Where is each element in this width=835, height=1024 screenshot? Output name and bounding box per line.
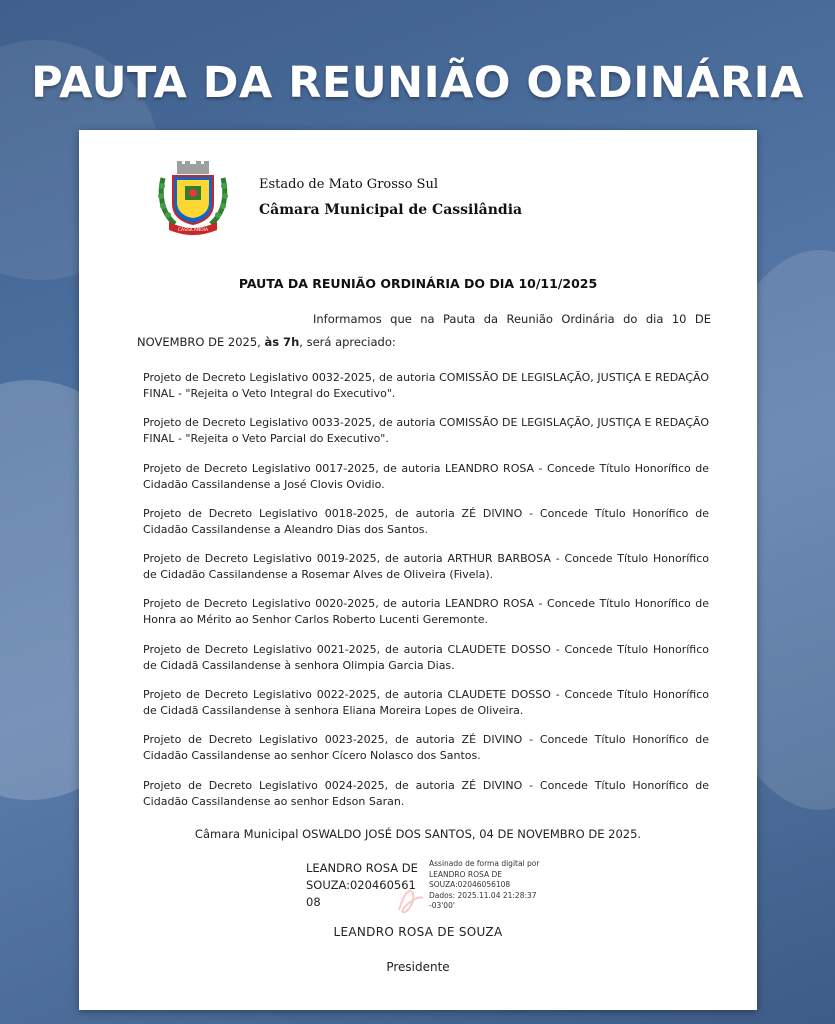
signer-role: Presidente [386, 960, 450, 974]
coat-of-arms-icon [155, 160, 231, 236]
agenda-item: Projeto de Decreto Legislativo 0022-2025, de autoria CLAUDETE DOSSO - Concede Título Honorífico de Cidadã Cassilandense à senhora Eliana Moreira Lopes de Oliveira. [143, 688, 709, 718]
intro-paragraph [137, 308, 711, 354]
closing-line: Câmara Municipal OSWALDO JOSÉ DOS SANTOS, 04 DE NOVEMBRO DE 2025. [194, 827, 642, 841]
digital-signature-mark-icon [391, 880, 431, 920]
document-page [79, 130, 757, 1010]
signature-detail-line: LEANDRO ROSA DE [429, 869, 502, 879]
intro-time: às 7h [264, 335, 300, 349]
agenda-item: Projeto de Decreto Legislativo 0020-2025, de autoria LEANDRO ROSA - Concede Título Honorífico de Honra ao Mérito ao Senhor Carlos Roberto Lucenti Geremonte. [143, 597, 709, 627]
agenda-item: Projeto de Decreto Legislativo 0023-2025, de autoria ZÉ DIVINO - Concede Título Honorífico de Cidadão Cassilandense ao senhor Cícero Nolasco dos Santos. [143, 733, 709, 763]
agenda-item: Projeto de Decreto Legislativo 0024-2025, de autoria ZÉ DIVINO - Concede Título Honorífico de Cidadão Cassilandense ao senhor Edson Saran. [143, 778, 709, 808]
letterhead-chamber: Câmara Municipal de Cassilândia [259, 202, 523, 218]
agenda-item: Projeto de Decreto Legislativo 0018-2025, de autoria ZÉ DIVINO - Concede Título Honorífico de Cidadão Cassilandense a Aleandro Dias dos Santos. [143, 506, 709, 536]
agenda-item: Projeto de Decreto Legislativo 0019-2025, de autoria ARTHUR BARBOSA - Concede Título Honorífico de Cidadão Cassilandense a Rosemar Alves de Oliveira (Fivela). [143, 552, 709, 582]
signature-detail-line: Assinado de forma digital por [429, 859, 540, 868]
intro-text-end: , será apreciado: [299, 335, 396, 349]
signature-detail-line: Dados: 2025.11.04 21:28:37 [429, 890, 537, 900]
signature-details [429, 859, 559, 912]
agenda-item: Projeto de Decreto Legislativo 0017-2025, de autoria LEANDRO ROSA - Concede Título Honorífico de Cidadão Cassilandense a José Clovis Ovidio. [143, 461, 709, 491]
agenda-list [143, 370, 709, 823]
signature-name-line: LEANDRO ROSA DE [306, 861, 418, 875]
signature-detail-line: -03'00' [429, 901, 455, 910]
signature-detail-line: SOUZA:02046056108 [429, 880, 511, 889]
document-title: PAUTA DA REUNIÃO ORDINÁRIA DO DIA 10/11/2025 [238, 276, 598, 291]
banner-title: PAUTA DA REUNIÃO ORDINÁRIA [31, 58, 804, 108]
signer-name: LEANDRO ROSA DE SOUZA [333, 925, 503, 939]
agenda-item: Projeto de Decreto Legislativo 0032-2025, de autoria COMISSÃO DE LEGISLAÇÃO, JUSTIÇA E REDAÇÃO FINAL - "Rejeita o Veto Integral do Executivo". [143, 371, 709, 400]
signature-name-line: SOUZA:020460561 [306, 878, 416, 892]
letterhead-state: Estado de Mato Grosso Sul [259, 177, 438, 192]
signature-name-line: 08 [306, 895, 321, 909]
crest-ribbon-text: CASSILÂNDIA [177, 228, 209, 233]
agenda-item: Projeto de Decreto Legislativo 0021-2025, de autoria CLAUDETE DOSSO - Concede Título Honorífico de Cidadã Cassilandense à senhora Olimpia Garcia Dias. [143, 642, 709, 672]
agenda-item: Projeto de Decreto Legislativo 0033-2025, de autoria COMISSÃO DE LEGISLAÇÃO, JUSTIÇA E REDAÇÃO FINAL - "Rejeita o Veto Parcial do Executivo". [143, 416, 709, 446]
intro-text: Informamos que na Pauta da Reunião Ordinária do dia 10 DE NOVEMBRO DE 2025, [137, 312, 711, 349]
